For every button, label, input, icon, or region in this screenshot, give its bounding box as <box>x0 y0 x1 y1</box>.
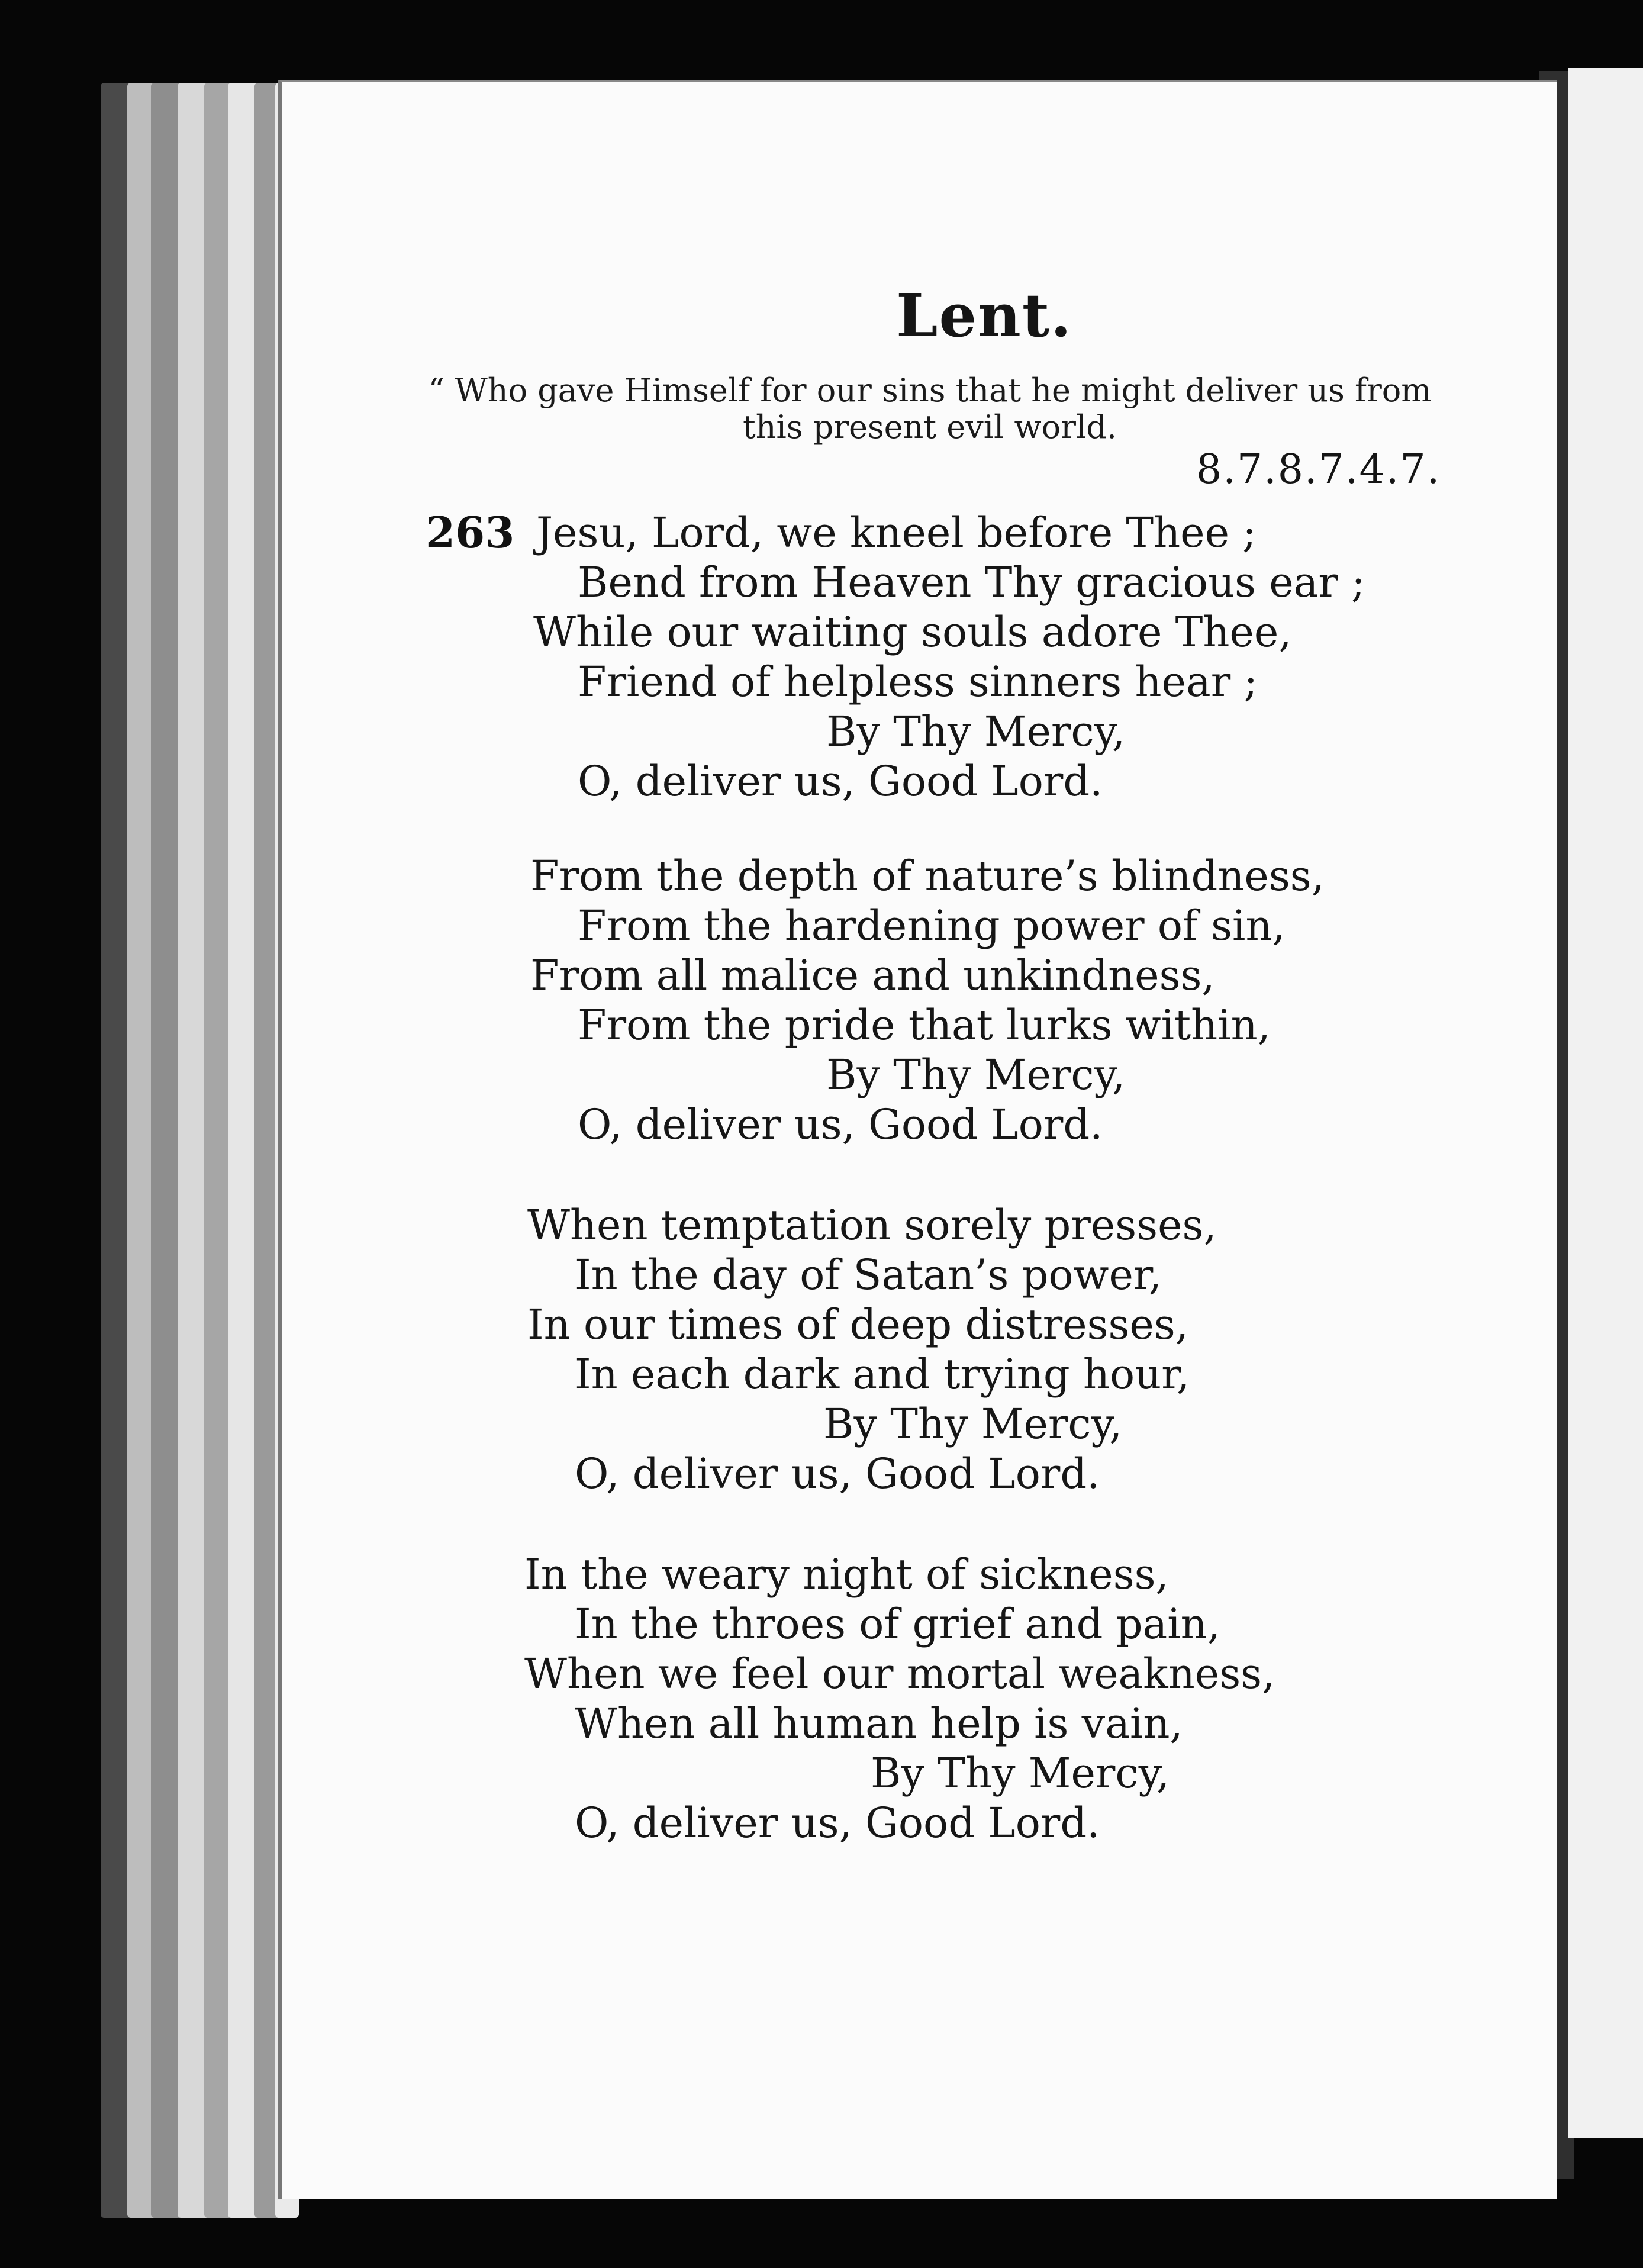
hymn-line: By Thy Mercy, <box>826 1051 1126 1099</box>
hymn-number: 263 <box>426 507 515 558</box>
hymn-line: Jesu, Lord, we kneel before Thee ; <box>536 508 1257 557</box>
book-page <box>278 80 1557 2199</box>
hymn-line: From the hardening power of sin, <box>578 901 1286 950</box>
hymn-line: From the depth of nature’s blindness, <box>530 852 1325 900</box>
hymn-line: From the pride that lurks within, <box>578 1001 1271 1049</box>
hymn-line: In the day of Satan’s power, <box>575 1251 1162 1299</box>
hymn-line: By Thy Mercy, <box>823 1400 1123 1448</box>
hymn-meter: 8.7.8.7.4.7. <box>1196 446 1441 493</box>
hymn-line: In the weary night of sickness, <box>524 1550 1169 1599</box>
hymn-line: In each dark and trying hour, <box>575 1350 1190 1399</box>
hymn-line: O, deliver us, Good Lord. <box>578 757 1103 806</box>
hymn-line: By Thy Mercy, <box>826 707 1126 756</box>
hymn-line: By Thy Mercy, <box>871 1749 1170 1797</box>
section-heading: Lent. <box>896 281 1072 350</box>
hymn-line: O, deliver us, Good Lord. <box>575 1449 1100 1498</box>
facing-page <box>1568 68 1643 2138</box>
hymn-line: Friend of helpless sinners hear ; <box>578 658 1258 706</box>
hymn-line: In the throes of grief and pain, <box>575 1600 1220 1648</box>
hymn-line: O, deliver us, Good Lord. <box>578 1100 1103 1149</box>
hymn-line: From all malice and unkindness, <box>530 951 1215 1000</box>
hymn-line: When temptation sorely presses, <box>527 1201 1217 1249</box>
hymn-line: O, deliver us, Good Lord. <box>575 1799 1100 1847</box>
hymn-line: Bend from Heaven Thy gracious ear ; <box>578 558 1365 607</box>
hymn-line: When we feel our mortal weakness, <box>524 1650 1275 1698</box>
epigraph: “ Who gave Himself for our sins that he might deliver us from this present evil world. <box>428 372 1432 446</box>
hymn-line: In our times of deep distresses, <box>527 1300 1189 1349</box>
hymn-line: When all human help is vain, <box>575 1699 1183 1748</box>
hymn-line: While our waiting souls adore Thee, <box>533 608 1292 656</box>
